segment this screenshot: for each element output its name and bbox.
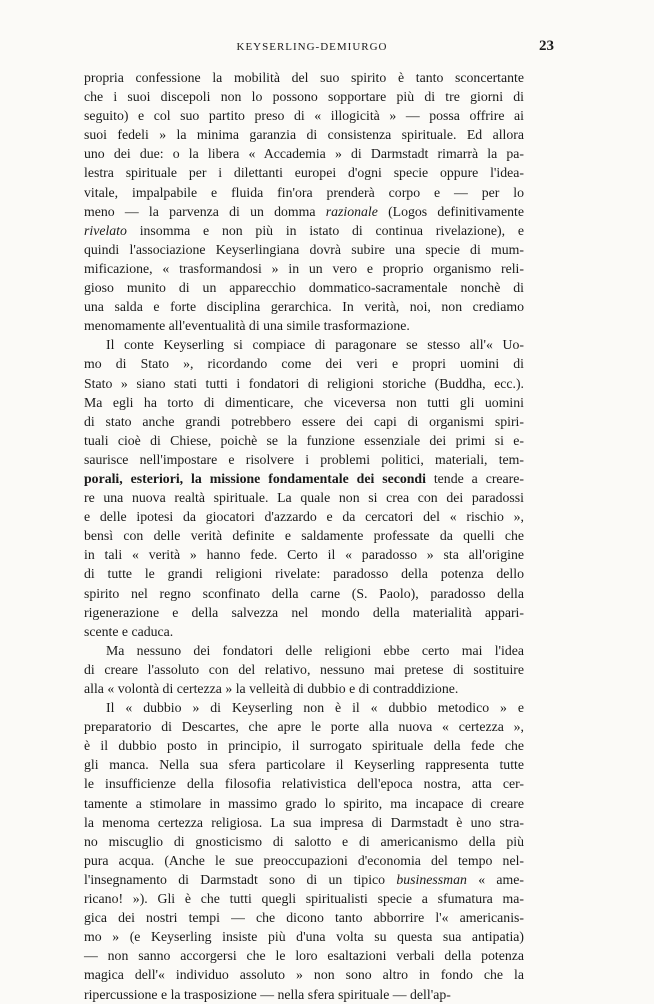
text-line: di tutte le grandi religioni rivelate: paradosso della potenza dello bbox=[84, 566, 524, 582]
text-line: mo » (e Keyserling insiste più d'una volta su questa sua antipatia) bbox=[84, 929, 524, 945]
text-line: gli manca. Nella sua sfera particolare il Keyserling rappresenta tutte bbox=[84, 757, 524, 773]
text-line: suoi fedeli » la minima garanzia di consistenza spirituale. Ed allora bbox=[84, 127, 524, 143]
text-line: la menoma certezza religiosa. La sua impresa di Darmstadt è uno stra- bbox=[84, 814, 524, 830]
text-line: Il « dubbio » di Keyserling non è il « dubbio metodico » e bbox=[106, 700, 524, 716]
text-line: meno — la parvenza di un domma razionale (Logos definitivamente bbox=[84, 203, 524, 219]
text-line: no miscuglio di gnosticismo di salotto e di americanismo della più bbox=[84, 833, 524, 849]
text-line: Stato » siano stati tutti i fondatori di religioni storiche (Buddha, ecc.). bbox=[84, 375, 524, 391]
text-line: è il dubbio posto in principio, il surrogato spirituale della fede che bbox=[84, 738, 524, 754]
text-line: Ma nessuno dei fondatori delle religioni ebbe certo mai l'idea bbox=[106, 642, 524, 658]
page-number: 23 bbox=[539, 38, 554, 54]
text-line: alla « volontà di certezza » la velleità di dubbio e di contraddizione. bbox=[84, 681, 459, 696]
text-line: tuali cioè di Chiese, poichè se la funzione essenziale dei primi si e- bbox=[84, 432, 524, 448]
text-line: mificazione, « trasformandosi » in un vero e proprio organismo reli- bbox=[84, 260, 524, 276]
text-line: preparatorio di Descartes, che apre le porte alla nuova « certezza », bbox=[84, 719, 524, 735]
text-line: ripercussione e la trasposizione — nella sfera spirituale — dell'ap- bbox=[84, 986, 451, 1002]
text-line: tamente a stimolare in massimo grado lo spirito, ma incapace di creare bbox=[84, 795, 524, 811]
text-line: l'insegnamento di Darmstadt sono di un tipico businessman « ame- bbox=[84, 871, 525, 887]
text-line: gica dei nostri tempi — che dicono tanto abborrire l'« americanis- bbox=[84, 910, 524, 926]
body-text bbox=[84, 68, 524, 1004]
text-line: che i suoi discepoli non lo possono sopportare più di tre giorni di bbox=[84, 89, 524, 105]
text-line: saurisce nell'impostare e risolvere i problemi politici, materiali, tem- bbox=[84, 451, 524, 467]
text-line: — non sanno accorgersi che le loro esaltazioni verbali della potenza bbox=[84, 948, 524, 964]
text-line: scente e caduca. bbox=[84, 623, 174, 639]
text-line: menomamente all'eventualità di una simile trasformazione. bbox=[84, 318, 410, 334]
running-title: KEYSERLING-DEMIURGO bbox=[236, 41, 388, 53]
text-line: in tali « verità » hanno fede. Certo il « paradosso » sta all'origine bbox=[84, 547, 524, 563]
text-line: gioso munito di un apparecchio dommatico-sacramentale nonchè di bbox=[84, 280, 524, 296]
text-line: seguito) e col suo partito preso di « illogicità » — possa offrire ai bbox=[84, 108, 524, 124]
text-line: ricano! »). Gli è che tutti quegli spiritualisti specie a sfumatura ma- bbox=[84, 891, 524, 907]
text-line: spirito nel regno sconfinato della carne (S. Paolo), paradosso della bbox=[84, 585, 524, 601]
page-header bbox=[84, 38, 554, 58]
text-line: e delle ipotesi da giocatori d'azzardo e da cercatori del « rischio », bbox=[84, 509, 524, 525]
text-line: una salda e forte disciplina gerarchica. In verità, noi, non crediamo bbox=[84, 299, 524, 315]
text-line: Il conte Keyserling si compiace di paragonare se stesso all'« Uo- bbox=[106, 337, 524, 353]
text-line: rivelato insomma e non più in istato di continua rivelazione), e bbox=[84, 222, 524, 238]
text-line: propria confessione la mobilità del suo spirito è tanto sconcertante bbox=[84, 70, 524, 85]
text-line: di stato anche grandi potrebbero essere dei capi di organismi spiri- bbox=[84, 413, 524, 429]
text-line: re una nuova realtà spirituale. La quale non si crea con dei paradossi bbox=[84, 490, 524, 506]
text-line: uno dei due: o la libera « Accademia » di Darmstadt rimarrà la pa- bbox=[84, 146, 524, 162]
text-line: di creare l'assoluto con del relativo, nessuno mai pretese di sostituire bbox=[84, 661, 524, 677]
text-line: magica dell'« individuo assoluto » non sono altro in fondo che la bbox=[84, 967, 524, 983]
text-line: vitale, impalpabile e fluida fin'ora prenderà corpo e — per lo bbox=[84, 184, 524, 200]
text-line: le insufficienze della filosofia relativistica dell'epoca nostra, atta cer- bbox=[84, 776, 524, 792]
text-line: rigenerazione e della salvezza nel mondo della materialità appari- bbox=[84, 604, 524, 620]
text-line: pura acqua. (Anche le sue preoccupazioni d'economia del tempo nel- bbox=[84, 852, 524, 868]
text-line: mo di Stato », ricordando come dei veri e propri uomini di bbox=[84, 356, 524, 372]
text-line: bensì con delle verità definite e saldamente professate da quelli che bbox=[84, 528, 524, 544]
text-line: porali, esteriori, la missione fondamentale dei secondi tende a creare- bbox=[84, 470, 524, 486]
text-line: Ma egli ha torto di dimenticare, che viceversa non tutti gli uomini bbox=[84, 394, 524, 410]
text-line: quindi l'associazione Keyserlingiana dovrà subire una specie di mum- bbox=[84, 241, 524, 257]
text-line: lestra spirituale per i dilettanti europei d'ogni specie oppure l'idea- bbox=[84, 165, 524, 181]
